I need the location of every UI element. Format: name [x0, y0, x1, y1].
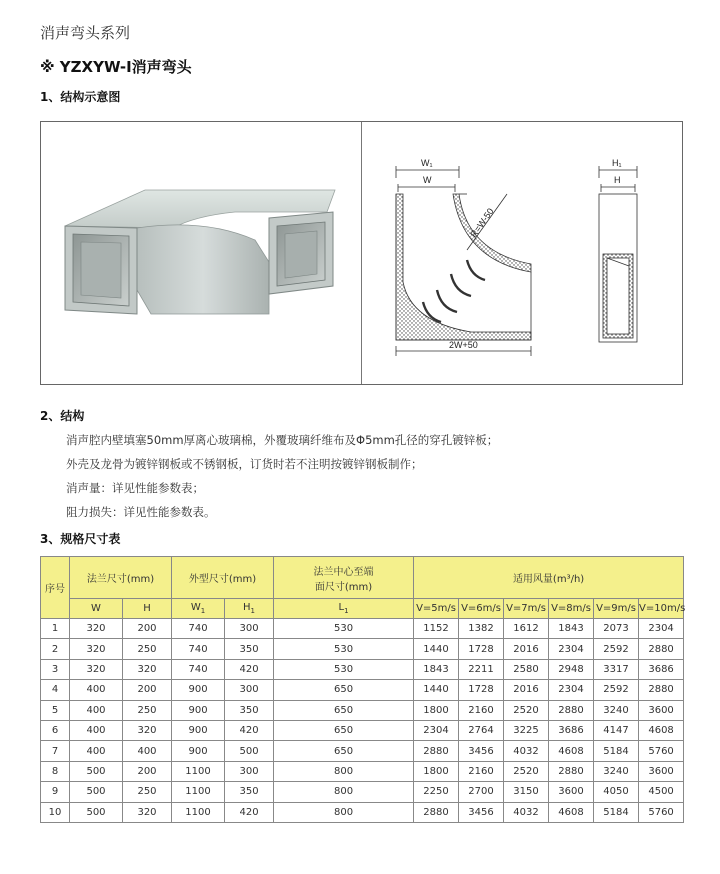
table-cell: 10 — [41, 802, 70, 822]
diagram-heading: 1、结构示意图 — [40, 90, 121, 104]
table-cell: 2304 — [414, 720, 459, 740]
table-cell: 2592 — [594, 680, 639, 700]
table-cell: 4 — [41, 680, 70, 700]
table-cell: 4500 — [639, 782, 684, 802]
table-cell: 320 — [123, 659, 172, 679]
table-cell: 900 — [172, 720, 225, 740]
table-cell: 7 — [41, 741, 70, 761]
sub-w: W — [70, 599, 123, 619]
table-cell: 1100 — [172, 761, 225, 781]
table-cell: 2880 — [414, 741, 459, 761]
table-cell: 2580 — [504, 659, 549, 679]
table-cell: 2160 — [459, 700, 504, 720]
table-cell: 4608 — [549, 802, 594, 822]
table-cell: 2880 — [414, 802, 459, 822]
table-cell: 740 — [172, 659, 225, 679]
table-cell: 2948 — [549, 659, 594, 679]
series-title: 消声弯头系列 — [40, 24, 131, 42]
table-cell: 420 — [225, 659, 274, 679]
table-cell: 800 — [274, 802, 414, 822]
table-cell: 400 — [70, 741, 123, 761]
table-row — [41, 700, 684, 720]
table-cell: 900 — [172, 741, 225, 761]
table-body — [41, 619, 684, 823]
table-cell: 1440 — [414, 680, 459, 700]
table-cell: 900 — [172, 680, 225, 700]
spec-table — [40, 556, 684, 823]
table-cell: 420 — [225, 802, 274, 822]
table-cell: 5184 — [594, 802, 639, 822]
table-cell: 3600 — [549, 782, 594, 802]
table-cell: 350 — [225, 639, 274, 659]
table-cell: 350 — [225, 700, 274, 720]
table-cell: 800 — [274, 761, 414, 781]
table-cell: 4608 — [639, 720, 684, 740]
table-cell: 350 — [225, 782, 274, 802]
table-cell: 4147 — [594, 720, 639, 740]
table-cell: 5184 — [594, 741, 639, 761]
sub-l1: $L_1$ — [274, 599, 414, 619]
header-flange: 法兰尺寸(mm) — [70, 557, 172, 599]
label-radius: R=W-50 — [468, 206, 496, 240]
header-seq: 序号 — [41, 557, 70, 619]
table-cell: 2520 — [504, 761, 549, 781]
table-cell: 2211 — [459, 659, 504, 679]
table-cell: 400 — [70, 720, 123, 740]
label-bottom: 2W+50 — [449, 340, 478, 350]
table-cell: 420 — [225, 720, 274, 740]
table-cell: 250 — [123, 639, 172, 659]
table-cell: 1728 — [459, 680, 504, 700]
table-cell: 320 — [70, 639, 123, 659]
table-row — [41, 802, 684, 822]
table-cell: 1 — [41, 619, 70, 639]
speed-5: V=5m/s — [414, 599, 459, 619]
table-cell: 4050 — [594, 782, 639, 802]
table-cell: 3600 — [639, 700, 684, 720]
table-cell: 3456 — [459, 802, 504, 822]
table-row — [41, 761, 684, 781]
table-row — [41, 619, 684, 639]
table-cell: 1800 — [414, 761, 459, 781]
header-center — [274, 557, 414, 599]
table-cell: 9 — [41, 782, 70, 802]
table-cell: 2880 — [549, 700, 594, 720]
table-row — [41, 639, 684, 659]
table-cell: 1843 — [414, 659, 459, 679]
structure-drawing — [371, 142, 676, 367]
speed-10: V=10m/s — [639, 599, 684, 619]
table-cell: 2 — [41, 639, 70, 659]
table-cell: 650 — [274, 680, 414, 700]
table-cell: 500 — [225, 741, 274, 761]
table-cell: 200 — [123, 761, 172, 781]
label-w: W — [423, 175, 432, 185]
table-cell: 740 — [172, 639, 225, 659]
table-cell: 2304 — [639, 619, 684, 639]
structure-line-3: 消声量：详见性能参数表； — [66, 481, 204, 495]
header-center-line2: 面尺寸(mm) — [314, 581, 373, 593]
table-cell: 3456 — [459, 741, 504, 761]
header-airflow: 适用风量(m³/h) — [414, 557, 684, 599]
table-cell: 530 — [274, 619, 414, 639]
table-cell: 2073 — [594, 619, 639, 639]
speed-6: V=6m/s — [459, 599, 504, 619]
label-h1: H₁ — [612, 158, 622, 168]
table-cell: 3240 — [594, 761, 639, 781]
table-cell: 4032 — [504, 802, 549, 822]
table-cell: 2016 — [504, 680, 549, 700]
table-cell: 2250 — [414, 782, 459, 802]
product-title: ※ YZXYW-Ⅰ消声弯头 — [40, 58, 192, 76]
table-cell: 3 — [41, 659, 70, 679]
label-w1: W₁ — [421, 158, 433, 168]
table-cell: 650 — [274, 720, 414, 740]
table-row — [41, 720, 684, 740]
table-header-row — [41, 557, 684, 599]
table-row — [41, 659, 684, 679]
table-cell: 2160 — [459, 761, 504, 781]
table-cell: 3240 — [594, 700, 639, 720]
table-row — [41, 680, 684, 700]
table-cell: 2880 — [549, 761, 594, 781]
table-cell: 4032 — [504, 741, 549, 761]
table-cell: 3600 — [639, 761, 684, 781]
table-cell: 400 — [70, 700, 123, 720]
speed-7: V=7m/s — [504, 599, 549, 619]
header-center-line1: 法兰中心至端 — [313, 566, 374, 578]
table-row — [41, 741, 684, 761]
table-cell: 200 — [123, 619, 172, 639]
table-cell: 1152 — [414, 619, 459, 639]
table-cell: 320 — [123, 720, 172, 740]
table-cell: 2304 — [549, 639, 594, 659]
speed-9: V=9m/s — [594, 599, 639, 619]
speed-8: V=8m/s — [549, 599, 594, 619]
table-cell: 3686 — [549, 720, 594, 740]
table-cell: 2304 — [549, 680, 594, 700]
table-cell: 3686 — [639, 659, 684, 679]
structure-line-2: 外壳及龙骨为镀锌钢板或不锈钢板，订货时若不注明按镀锌钢板制作； — [66, 457, 423, 471]
table-cell: 1843 — [549, 619, 594, 639]
table-cell: 300 — [225, 680, 274, 700]
table-cell: 530 — [274, 659, 414, 679]
table-cell: 2520 — [504, 700, 549, 720]
table-cell: 1100 — [172, 802, 225, 822]
table-cell: 530 — [274, 639, 414, 659]
table-cell: 320 — [123, 802, 172, 822]
table-cell: 1440 — [414, 639, 459, 659]
table-cell: 650 — [274, 741, 414, 761]
table-cell: 250 — [123, 782, 172, 802]
table-cell: 400 — [123, 741, 172, 761]
label-h: H — [614, 175, 621, 185]
structure-heading: 2、结构 — [40, 409, 85, 423]
table-cell: 6 — [41, 720, 70, 740]
table-cell: 5760 — [639, 741, 684, 761]
table-cell: 300 — [225, 619, 274, 639]
table-cell: 500 — [70, 761, 123, 781]
table-cell: 2880 — [639, 639, 684, 659]
table-cell: 2016 — [504, 639, 549, 659]
table-cell: 1728 — [459, 639, 504, 659]
header-outer: 外型尺寸(mm) — [172, 557, 274, 599]
table-cell: 500 — [70, 782, 123, 802]
sub-w1: $W_1$ — [172, 599, 225, 619]
table-cell: 250 — [123, 700, 172, 720]
table-cell: 5 — [41, 700, 70, 720]
table-cell: 4608 — [549, 741, 594, 761]
table-cell: 400 — [70, 680, 123, 700]
table-cell: 2764 — [459, 720, 504, 740]
table-cell: 2880 — [639, 680, 684, 700]
table-cell: 3150 — [504, 782, 549, 802]
table-cell: 1612 — [504, 619, 549, 639]
table-cell: 3317 — [594, 659, 639, 679]
table-cell: 300 — [225, 761, 274, 781]
table-cell: 3225 — [504, 720, 549, 740]
table-cell: 740 — [172, 619, 225, 639]
structure-line-1: 消声腔内壁填塞50mm厚离心玻璃棉，外覆玻璃纤维布及Φ5mm孔径的穿孔镀锌板； — [66, 433, 499, 447]
table-cell: 1800 — [414, 700, 459, 720]
table-cell: 1382 — [459, 619, 504, 639]
sub-h: H — [123, 599, 172, 619]
table-subheader-row — [41, 599, 684, 619]
sub-h1: $H_1$ — [225, 599, 274, 619]
table-row — [41, 782, 684, 802]
table-cell: 2700 — [459, 782, 504, 802]
table-cell: 650 — [274, 700, 414, 720]
table-cell: 320 — [70, 659, 123, 679]
structure-line-4: 阻力损失：详见性能参数表。 — [66, 505, 216, 519]
figure-box — [40, 121, 683, 385]
table-cell: 320 — [70, 619, 123, 639]
table-cell: 200 — [123, 680, 172, 700]
elbow-photo — [55, 182, 345, 322]
table-cell: 800 — [274, 782, 414, 802]
table-cell: 1100 — [172, 782, 225, 802]
table-cell: 2592 — [594, 639, 639, 659]
spec-heading: 3、规格尺寸表 — [40, 532, 121, 546]
figure-divider — [361, 122, 362, 384]
table-cell: 900 — [172, 700, 225, 720]
table-cell: 8 — [41, 761, 70, 781]
table-cell: 500 — [70, 802, 123, 822]
table-cell: 5760 — [639, 802, 684, 822]
